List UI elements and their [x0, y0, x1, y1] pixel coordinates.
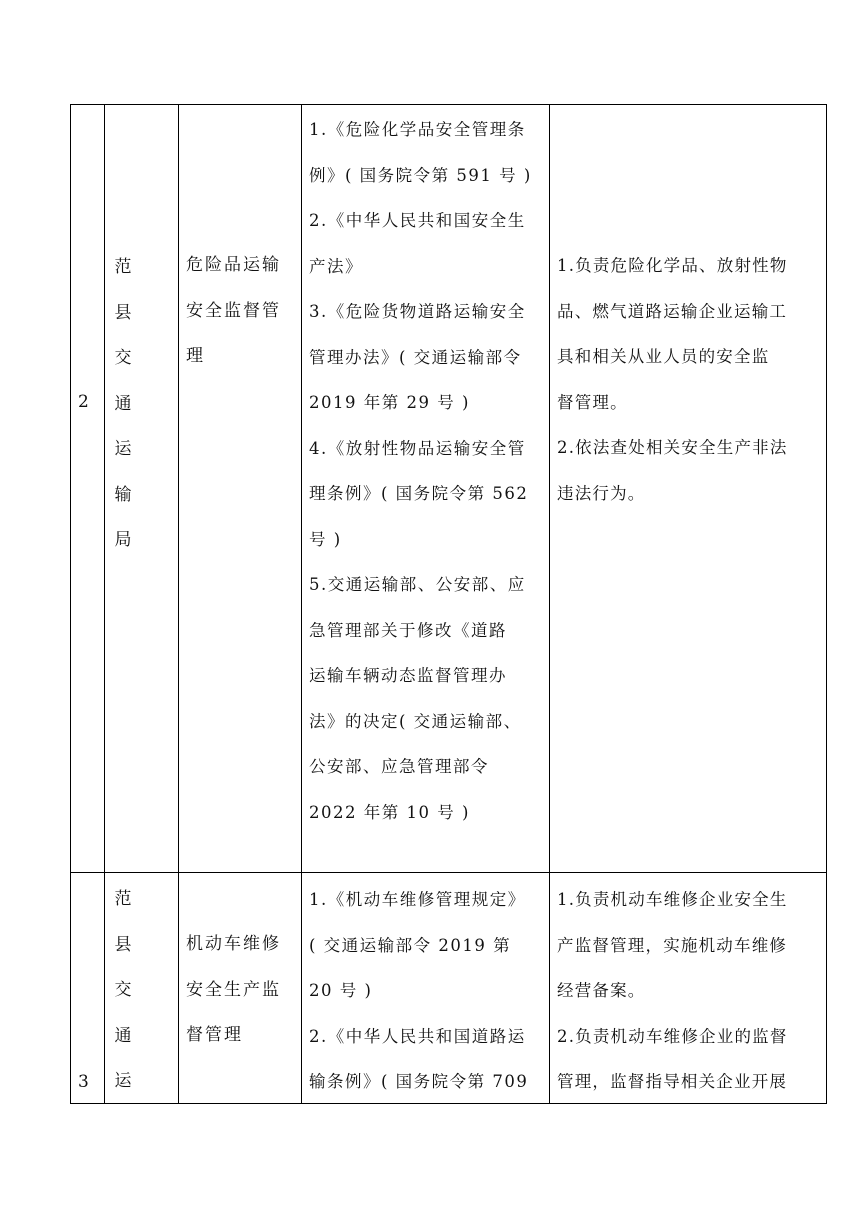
basis-line: 1.《机动车维修管理规定》	[309, 890, 526, 909]
item-line: 机动车维修	[186, 934, 281, 954]
dept-char: 范	[114, 257, 132, 277]
item-cell	[186, 243, 281, 380]
basis-line: 2.《中华人民共和国道路运	[309, 1026, 526, 1046]
dept-char: 局	[114, 530, 132, 550]
col-border-0	[70, 104, 71, 1104]
dept-char: 交	[114, 980, 132, 1000]
row-number: 2	[78, 392, 89, 412]
basis-line: 2.《中华人民共和国安全生	[309, 211, 526, 230]
duty-line: 2.负责机动车维修企业的监督	[557, 1026, 788, 1046]
dept-char: 范	[114, 889, 132, 909]
col-border-5	[826, 104, 827, 1104]
basis-line: 5.交通运输部、公安部、应	[309, 575, 526, 594]
item-line: 安全监督管	[186, 300, 281, 321]
basis-line: 3.《危险货物道路运输安全	[309, 302, 526, 321]
dept-char: 县	[114, 302, 132, 323]
item-line: 危险品运输	[186, 255, 281, 275]
dept-char: 通	[114, 1025, 132, 1046]
dept-char: 输	[114, 484, 132, 505]
duty-cell	[557, 243, 788, 516]
legal-basis-cell	[309, 877, 528, 1105]
col-border-3	[301, 104, 302, 1104]
dept-char: 县	[114, 934, 132, 955]
basis-line: ( 交通运输部令 2019 第	[309, 935, 512, 955]
duty-line: 具和相关从业人员的安全监	[557, 347, 770, 366]
basis-line: 20 号 )	[309, 981, 373, 1000]
duty-line: 经营备案。	[557, 981, 646, 1000]
row-divider	[70, 872, 827, 873]
col-border-2	[178, 104, 179, 1104]
basis-line: 管理办法》( 交通运输部令	[309, 347, 522, 367]
basis-line: 运输车辆动态监督管理办	[309, 666, 507, 685]
duty-line: 管理，监督指导相关企业开展	[557, 1072, 788, 1091]
item-line: 督管理	[186, 1025, 243, 1045]
basis-line: 产法》	[309, 256, 363, 276]
item-cell	[186, 922, 281, 1059]
duty-line: 违法行为。	[557, 483, 646, 503]
duty-line: 2.依法查处相关安全生产非法	[557, 438, 788, 457]
dept-char: 运	[114, 439, 132, 459]
basis-line: 4.《放射性物品运输安全管	[309, 438, 526, 458]
duty-line: 品、燃气道路运输企业运输工	[557, 301, 788, 321]
department-cell	[105, 877, 141, 1105]
basis-line: 输条例》( 国务院令第 709	[309, 1072, 529, 1091]
basis-line: 急管理部关于修改《道路	[309, 620, 507, 640]
duty-cell	[557, 877, 788, 1105]
duty-line: 产监督管理，实施机动车维修	[557, 935, 788, 955]
row-number: 3	[78, 1072, 89, 1092]
dept-char: 运	[114, 1071, 132, 1091]
col-border-4	[549, 104, 550, 1104]
item-line: 安全生产监	[186, 979, 281, 1000]
item-line: 理	[186, 346, 205, 366]
basis-line: 例》( 国务院令第 591 号 )	[309, 165, 532, 185]
basis-line: 法》的决定( 交通运输部、	[309, 711, 522, 731]
dept-char: 交	[114, 348, 132, 368]
duty-line: 督管理。	[557, 392, 628, 412]
basis-line: 2022 年第 10 号 )	[309, 802, 470, 822]
table-top-border	[70, 104, 827, 105]
basis-line: 2019 年第 29 号 )	[309, 393, 470, 412]
duty-line: 1.负责机动车维修企业安全生	[557, 890, 788, 909]
department-cell	[105, 245, 141, 564]
basis-line: 1.《危险化学品安全管理条	[309, 120, 526, 139]
basis-line: 号 )	[309, 529, 342, 549]
duty-line: 1.负责危险化学品、放射性物	[557, 256, 788, 275]
basis-line: 公安部、应急管理部令	[309, 757, 489, 776]
legal-basis-cell	[309, 107, 532, 835]
basis-line: 理条例》( 国务院令第 562	[309, 484, 529, 503]
dept-char: 通	[114, 393, 132, 414]
